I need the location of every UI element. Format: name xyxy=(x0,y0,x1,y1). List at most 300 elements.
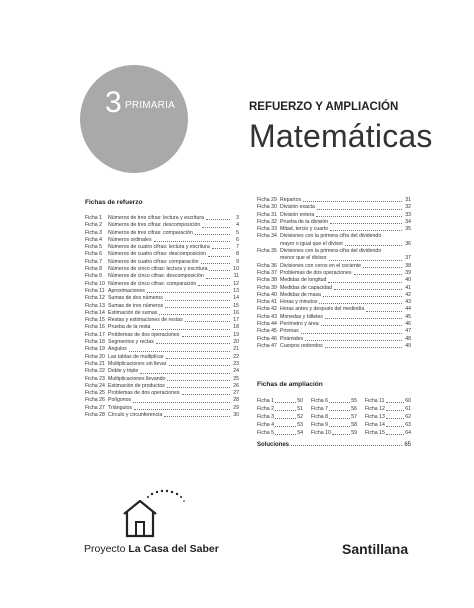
entry-label: Ficha 14 xyxy=(365,422,385,428)
entry-page: 28 xyxy=(233,397,239,404)
entry-page: 38 xyxy=(405,262,411,269)
dot-leader xyxy=(156,343,230,344)
entry-title: Monedas y billetes xyxy=(280,313,323,320)
dot-leader xyxy=(321,325,402,326)
project-title: La Casa del Saber xyxy=(128,543,219,555)
dot-leader xyxy=(212,248,230,249)
entry-label: Ficha 38 xyxy=(257,277,277,284)
entry-title: Números de cinco cifras: descomposición xyxy=(108,273,204,280)
ampliacion-entry xyxy=(365,405,411,413)
entry-page: 64 xyxy=(405,430,411,436)
entry-label: Ficha 7 xyxy=(311,406,329,412)
entry-title: menor que el divisor xyxy=(280,255,327,262)
entry-page: 32 xyxy=(405,204,411,211)
entry-page: 10 xyxy=(233,266,239,273)
entry-label: Ficha 20 xyxy=(85,353,105,360)
entry-label: Ficha 9 xyxy=(311,422,329,428)
entry-page: 7 xyxy=(236,244,239,251)
ampliacion-entry xyxy=(365,413,411,421)
dot-leader xyxy=(332,434,350,435)
dot-leader xyxy=(129,351,230,352)
dot-leader xyxy=(291,445,402,446)
entry-title: Horas y minutos xyxy=(280,299,318,306)
dot-leader xyxy=(165,307,230,308)
dot-leader xyxy=(354,274,402,275)
entry-page: 47 xyxy=(405,328,411,335)
ampliacion-entry xyxy=(311,397,357,405)
entry-label: Ficha 11 xyxy=(365,398,385,404)
toc-left-column xyxy=(85,215,239,419)
entry-page: 19 xyxy=(233,331,239,338)
toc-entry xyxy=(85,310,239,317)
grade-number: 3 xyxy=(105,86,122,119)
dot-leader xyxy=(386,418,404,419)
entry-label: Ficha 32 xyxy=(257,218,277,225)
entry-title: Círculo y circunferencia xyxy=(108,412,163,419)
entry-title: Prismas xyxy=(280,328,299,335)
entry-title: Divisiones con la primera cifra del dividendo xyxy=(280,248,382,255)
entry-title: Estimación de productos xyxy=(108,382,165,389)
entry-page: 15 xyxy=(233,302,239,309)
toc-entry xyxy=(85,237,239,244)
dot-leader xyxy=(165,300,230,301)
toc-entry xyxy=(257,248,411,255)
toc-entry xyxy=(257,255,411,262)
entry-page: 17 xyxy=(233,317,239,324)
dot-leader xyxy=(147,292,230,293)
entry-page: 42 xyxy=(405,291,411,298)
dot-leader xyxy=(206,278,230,279)
dot-leader xyxy=(330,230,402,231)
dot-leader xyxy=(169,365,230,366)
toc-entry xyxy=(85,295,239,302)
project-prefix: Proyecto xyxy=(84,543,129,555)
toc-entry xyxy=(257,306,411,313)
entry-page: 36 xyxy=(405,240,411,247)
entry-label: Ficha 6 xyxy=(85,251,103,258)
entry-title: División exacta xyxy=(280,204,315,211)
entry-page: 45 xyxy=(405,313,411,320)
entry-label: Ficha 16 xyxy=(85,324,105,331)
entry-page: 51 xyxy=(297,406,303,412)
entry-page: 26 xyxy=(233,382,239,389)
ampliacion-entry xyxy=(365,421,411,429)
dot-leader xyxy=(345,245,402,246)
ampliacion-entry xyxy=(257,413,303,421)
dot-leader xyxy=(275,426,296,427)
entry-label: Ficha 23 xyxy=(85,375,105,382)
dot-leader xyxy=(317,209,402,210)
entry-title: Prueba de la resta xyxy=(108,324,151,331)
dot-leader xyxy=(329,426,350,427)
ampliacion-entry xyxy=(257,405,303,413)
entry-page: 52 xyxy=(297,414,303,420)
entry-page: 62 xyxy=(405,414,411,420)
toc-entry xyxy=(85,303,239,310)
toc-entry xyxy=(85,324,239,331)
entry-title: Problemas de dos operaciones xyxy=(280,269,352,276)
toc-entry xyxy=(85,281,239,288)
entry-title: Multiplicaciones sin llevar xyxy=(108,360,167,367)
dot-leader xyxy=(208,256,230,257)
soluciones-row xyxy=(257,442,411,448)
entry-page: 5 xyxy=(236,229,239,236)
entry-title: Aproximaciones xyxy=(108,287,145,294)
entry-page: 13 xyxy=(233,287,239,294)
toc-entry xyxy=(257,343,411,350)
dot-leader xyxy=(330,223,402,224)
dot-leader xyxy=(182,394,230,395)
toc-entry xyxy=(85,346,239,353)
toc-entry xyxy=(257,204,411,211)
dot-leader xyxy=(275,434,296,435)
entry-page: 55 xyxy=(351,398,357,404)
entry-title: Las tablas de multiplicar xyxy=(108,353,164,360)
dot-leader xyxy=(328,282,402,283)
entry-title: Perímetro y área xyxy=(280,321,319,328)
soluciones-label: Soluciones xyxy=(257,442,290,448)
ampliacion-title: Fichas de ampliación xyxy=(257,381,323,388)
entry-page: 44 xyxy=(405,306,411,313)
house-logo-icon xyxy=(118,488,188,540)
entry-title: Multiplicaciones llevando xyxy=(108,375,166,382)
ampliacion-entry xyxy=(257,429,303,437)
entry-title: Cuerpos redondos xyxy=(280,342,323,349)
entry-label: Ficha 8 xyxy=(85,266,103,273)
dot-leader xyxy=(182,336,230,337)
toc-entry xyxy=(85,230,239,237)
toc-entry xyxy=(85,317,239,324)
toc-entry xyxy=(257,277,411,284)
toc-entry xyxy=(85,273,239,280)
entry-page: 31 xyxy=(405,197,411,203)
grade-word: PRIMARIA xyxy=(125,100,175,111)
entry-label: Ficha 34 xyxy=(257,233,277,240)
toc-entry xyxy=(257,314,411,321)
entry-label: Ficha 4 xyxy=(85,236,103,243)
toc-entry xyxy=(85,405,239,412)
entry-page: 56 xyxy=(351,406,357,412)
dot-leader xyxy=(275,402,296,403)
dot-leader xyxy=(164,416,230,417)
dot-leader xyxy=(301,333,402,334)
refuerzo-title: Fichas de refuerzo xyxy=(85,199,143,206)
dot-leader xyxy=(329,418,350,419)
entry-page: 63 xyxy=(405,422,411,428)
ampliacion-entry xyxy=(311,413,357,421)
dot-leader xyxy=(386,410,404,411)
entry-label: Ficha 13 xyxy=(365,414,385,420)
entry-page: 46 xyxy=(405,321,411,328)
ampliacion-entry xyxy=(257,397,303,405)
entry-title: Números de cinco cifras: comparación xyxy=(108,280,197,287)
entry-label: Ficha 45 xyxy=(257,328,277,335)
entry-title: Pirámides xyxy=(280,335,304,342)
entry-label: Ficha 2 xyxy=(257,406,275,412)
entry-title: Triángulos xyxy=(108,404,133,411)
entry-label: Ficha 39 xyxy=(257,284,277,291)
dot-leader xyxy=(334,289,402,290)
publisher-name: Santillana xyxy=(342,541,409,557)
entry-page: 33 xyxy=(405,211,411,218)
toc-entry xyxy=(257,299,411,306)
entry-page: 11 xyxy=(233,273,239,280)
toc-entry xyxy=(85,383,239,390)
entry-title: Prueba de la división xyxy=(280,218,329,225)
entry-page: 40 xyxy=(405,277,411,284)
entry-title: Horas antes y después del mediodía xyxy=(280,306,365,313)
entry-label: Ficha 15 xyxy=(365,430,385,436)
dot-leader xyxy=(275,418,296,419)
entry-title: Sumas de tres números xyxy=(108,302,164,309)
entry-label: Ficha 40 xyxy=(257,291,277,298)
project-name xyxy=(84,543,219,555)
entry-label: Ficha 5 xyxy=(257,430,275,436)
toc-entry xyxy=(257,263,411,270)
entry-page: 4 xyxy=(236,222,239,229)
entry-page: 39 xyxy=(405,269,411,276)
entry-label: Ficha 11 xyxy=(85,287,105,294)
entry-page: 27 xyxy=(233,390,239,397)
entry-page: 3 xyxy=(236,215,239,221)
entry-label: Ficha 47 xyxy=(257,342,277,349)
toc-entry xyxy=(85,222,239,229)
entry-label: Ficha 5 xyxy=(85,244,103,251)
entry-title: Mitad, tercio y cuarto xyxy=(280,226,329,233)
toc-entry xyxy=(85,288,239,295)
entry-page: 25 xyxy=(233,375,239,382)
ampliacion-entry xyxy=(257,421,303,429)
entry-title: Números de cuatro cifras: lectura y escritura xyxy=(108,244,210,251)
toc-entry xyxy=(85,397,239,404)
toc-entry xyxy=(85,339,239,346)
toc-entry xyxy=(85,259,239,266)
entry-label: Ficha 3 xyxy=(257,414,275,420)
entry-page: 50 xyxy=(297,398,303,404)
entry-label: Ficha 24 xyxy=(85,382,105,389)
dot-leader xyxy=(167,380,230,381)
entry-page: 6 xyxy=(236,236,239,243)
dot-leader xyxy=(134,409,230,410)
soluciones-page: 65 xyxy=(404,442,411,448)
entry-title: Medidas de capacidad xyxy=(280,284,332,291)
toc-entry xyxy=(257,328,411,335)
entry-page: 8 xyxy=(236,251,239,258)
entry-page: 22 xyxy=(233,353,239,360)
dot-leader xyxy=(386,426,404,427)
entry-label: Ficha 14 xyxy=(85,309,105,316)
entry-label: Ficha 6 xyxy=(311,398,329,404)
ampliacion-entry xyxy=(311,429,357,437)
toc-entry xyxy=(85,266,239,273)
entry-label: Ficha 7 xyxy=(85,258,103,265)
entry-label: Ficha 28 xyxy=(85,412,105,419)
entry-title: Números de tres cifras: comparación xyxy=(108,229,193,236)
entry-title: Ángulos xyxy=(108,346,127,353)
entry-page: 29 xyxy=(233,404,239,411)
dot-leader xyxy=(206,219,230,220)
entry-label: Ficha 36 xyxy=(257,262,277,269)
entry-title: Problemas de dos operaciones xyxy=(108,331,180,338)
dot-leader xyxy=(209,270,230,271)
dot-leader xyxy=(201,263,230,264)
entry-label: Ficha 19 xyxy=(85,346,105,353)
toc-entry xyxy=(85,354,239,361)
toc-entry xyxy=(85,251,239,258)
entry-page: 59 xyxy=(351,430,357,436)
toc-entry xyxy=(257,321,411,328)
toc-entry xyxy=(257,292,411,299)
entry-label: Ficha 8 xyxy=(311,414,329,420)
dot-leader xyxy=(386,434,404,435)
entry-label: Ficha 18 xyxy=(85,339,105,346)
entry-page: 30 xyxy=(233,412,239,419)
entry-page: 9 xyxy=(236,258,239,265)
grade-badge xyxy=(80,65,188,173)
entry-label: Ficha 2 xyxy=(85,222,103,229)
toc-entry xyxy=(85,376,239,383)
entry-title: Restas y estimaciones de restas xyxy=(108,317,183,324)
entry-label: Ficha 41 xyxy=(257,299,277,306)
subject-title: Matemáticas xyxy=(249,118,433,154)
entry-title: Segmentos y rectas xyxy=(108,339,154,346)
entry-page: 43 xyxy=(405,299,411,306)
dot-leader xyxy=(133,402,230,403)
entry-label: Ficha 21 xyxy=(85,360,105,367)
entry-title: Números de tres cifras: descomposición xyxy=(108,222,201,229)
dot-leader xyxy=(366,311,402,312)
dot-leader xyxy=(167,387,230,388)
dot-leader xyxy=(303,201,402,202)
ampliacion-entry xyxy=(365,397,411,405)
entry-title: Números de tres cifras: lectura y escritura xyxy=(108,215,204,221)
entry-label: Ficha 33 xyxy=(257,226,277,233)
entry-page: 18 xyxy=(233,324,239,331)
dot-leader xyxy=(152,329,230,330)
dot-leader xyxy=(319,303,402,304)
entry-label: Ficha 43 xyxy=(257,313,277,320)
entry-label: Ficha 9 xyxy=(85,273,103,280)
entry-title: Sumas de dos números xyxy=(108,295,163,302)
toc-entry xyxy=(85,412,239,419)
entry-page: 21 xyxy=(233,346,239,353)
entry-page: 16 xyxy=(233,309,239,316)
entry-label: Ficha 15 xyxy=(85,317,105,324)
entry-label: Ficha 46 xyxy=(257,335,277,342)
dot-leader xyxy=(166,358,230,359)
entry-page: 48 xyxy=(405,335,411,342)
entry-page: 24 xyxy=(233,368,239,375)
entry-label: Ficha 37 xyxy=(257,269,277,276)
entry-title: Números de cuatro cifras: descomposición xyxy=(108,251,207,258)
entry-page: 12 xyxy=(233,280,239,287)
dot-leader xyxy=(154,241,230,242)
entry-page: 37 xyxy=(405,255,411,262)
entry-page: 20 xyxy=(233,339,239,346)
toc-entry xyxy=(257,219,411,226)
entry-title: División entera xyxy=(280,211,315,218)
entry-label: Ficha 4 xyxy=(257,422,275,428)
toc-entry xyxy=(85,215,239,222)
entry-label: Ficha 1 xyxy=(85,215,103,221)
entry-title: Medidas de masa xyxy=(280,291,321,298)
entry-label: Ficha 26 xyxy=(85,397,105,404)
toc-entry xyxy=(257,197,411,204)
dot-leader xyxy=(325,347,402,348)
entry-label: Ficha 22 xyxy=(85,368,105,375)
dot-leader xyxy=(305,340,402,341)
toc-right-column xyxy=(257,197,411,350)
entry-label: Ficha 44 xyxy=(257,321,277,328)
entry-label: Ficha 25 xyxy=(85,390,105,397)
entry-title: Divisiones con ceros en el cociente xyxy=(280,262,362,269)
entry-page: 60 xyxy=(405,398,411,404)
entry-page: 14 xyxy=(233,295,239,302)
toc-entry xyxy=(257,241,411,248)
dot-leader xyxy=(386,402,405,403)
entry-label: Ficha 35 xyxy=(257,248,277,255)
dot-leader xyxy=(140,373,230,374)
entry-label: Ficha 17 xyxy=(85,331,105,338)
entry-label: Ficha 31 xyxy=(257,211,277,218)
dot-leader xyxy=(316,216,402,217)
dot-leader xyxy=(323,296,402,297)
ampliacion-entry xyxy=(311,405,357,413)
toc-entry xyxy=(85,368,239,375)
dot-leader xyxy=(159,314,230,315)
entry-title: Medidas de longitud xyxy=(280,277,327,284)
entry-page: 53 xyxy=(297,422,303,428)
ampliacion-entry xyxy=(365,429,411,437)
toc-entry xyxy=(257,336,411,343)
entry-title: Doble y triple xyxy=(108,368,139,375)
entry-page: 34 xyxy=(405,218,411,225)
entry-page: 54 xyxy=(297,430,303,436)
entry-title: mayor o igual que el divisor xyxy=(280,240,344,247)
entry-page: 57 xyxy=(351,414,357,420)
toc-entry xyxy=(257,233,411,240)
entry-title: Números ordinales xyxy=(108,236,152,243)
toc-entry xyxy=(85,332,239,339)
ampliacion-grid xyxy=(257,397,411,437)
entry-label: Ficha 12 xyxy=(365,406,385,412)
dot-leader xyxy=(329,260,402,261)
entry-label: Ficha 13 xyxy=(85,302,105,309)
entry-title: Estimación de sumas xyxy=(108,309,158,316)
entry-label: Ficha 30 xyxy=(257,204,277,211)
entry-page: 61 xyxy=(405,406,411,412)
series-title: REFUERZO Y AMPLIACIÓN xyxy=(249,101,399,113)
dot-leader xyxy=(329,402,350,403)
entry-label: Ficha 1 xyxy=(257,398,275,404)
entry-label: Ficha 10 xyxy=(85,280,105,287)
entry-label: Ficha 42 xyxy=(257,306,277,313)
entry-title: Problemas de dos operaciones xyxy=(108,390,180,397)
dot-leader xyxy=(185,321,230,322)
toc-entry xyxy=(85,361,239,368)
entry-title: Repartos xyxy=(280,197,302,203)
entry-title: Divisiones con la primera cifra del dividendo xyxy=(280,233,382,240)
dot-leader xyxy=(363,267,402,268)
dot-leader xyxy=(329,410,350,411)
entry-title: Polígonos xyxy=(108,397,132,404)
toc-entry xyxy=(257,270,411,277)
entry-page: 49 xyxy=(405,342,411,349)
ampliacion-entry xyxy=(311,421,357,429)
entry-page: 58 xyxy=(351,422,357,428)
entry-label: Ficha 12 xyxy=(85,295,105,302)
entry-title: Números de cinco cifras: lectura y escritura xyxy=(108,266,208,273)
